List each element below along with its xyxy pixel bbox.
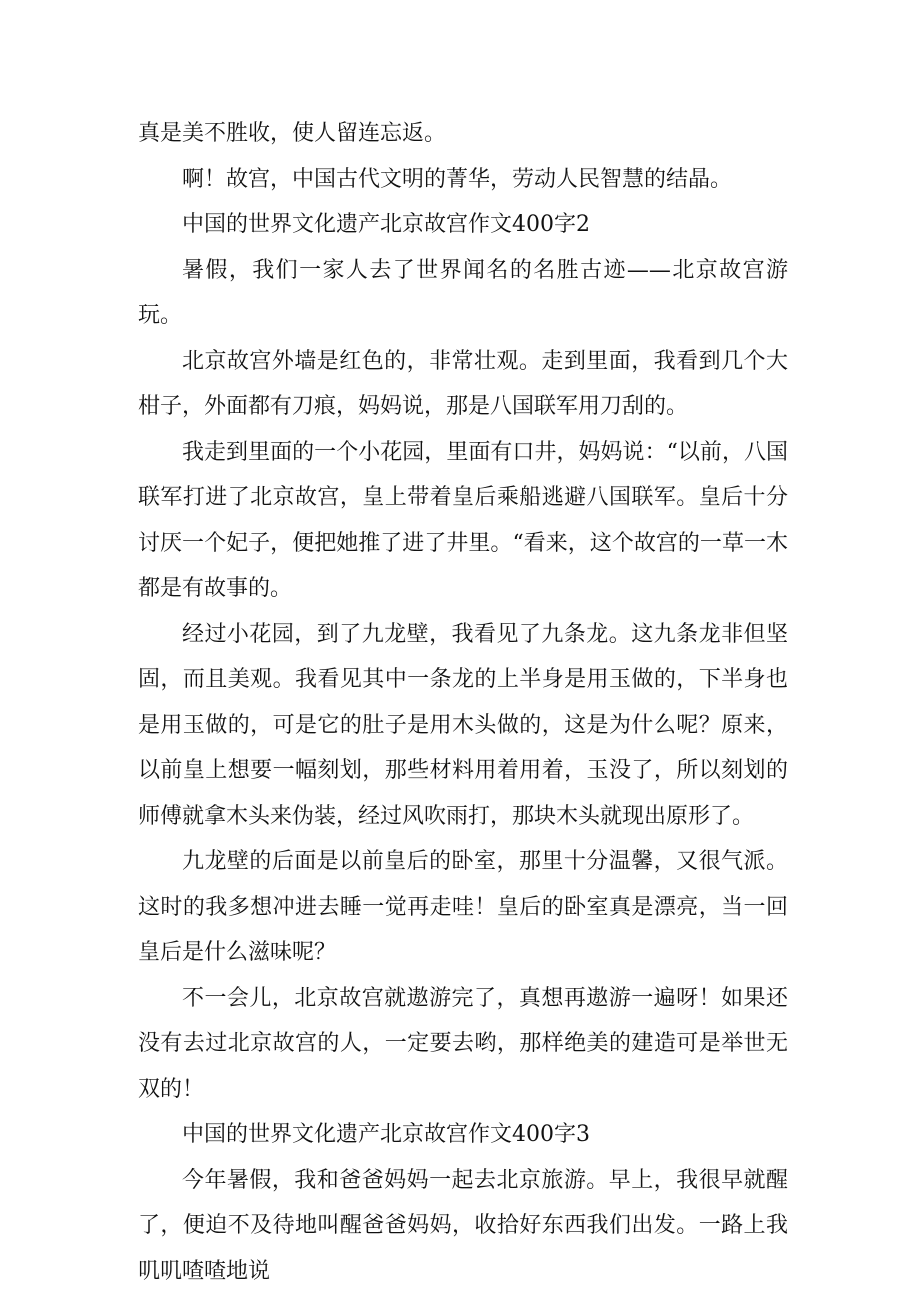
paragraph: 真是美不胜收，使人留连忘返。: [138, 121, 447, 146]
paragraph: 北京故宫外墙是红色的，非常壮观。走到里面，我看到几个大柑子，外面都有刀痕，妈妈说，那是八国联军用刀刮的。: [138, 348, 788, 419]
paragraph: 暑假，我们一家人去了世界闻名的名胜古迹——北京故宫游玩。: [138, 257, 788, 328]
document-body: [138, 111, 788, 1294]
section-heading: 中国的世界文化遗产北京故宫作文400字3: [182, 1122, 590, 1147]
paragraph: 今年暑假，我和爸爸妈妈一起去北京旅游。早上，我很早就醒了，便迫不及待地叫醒爸爸妈妈，收拾好东西我们出发。一路上我叽叽喳喳地说: [138, 1167, 788, 1284]
section-heading: 中国的世界文化遗产北京故宫作文400字2: [182, 212, 590, 237]
paragraph: 经过小花园，到了九龙壁，我看见了九条龙。这九条龙非但坚固，而且美观。我看见其中一条龙的上半身是用玉做的，下半身也是用玉做的，可是它的肚子是用木头做的，这是为什么呢？原来，以前皇上想要一幅刻划，那些材料用着用着，玉没了，所以刻划的师傅就拿木头来伪装，经过风吹雨打，那块木头就现出原形了。: [138, 621, 788, 829]
paragraph: 啊！故宫，中国古代文明的菁华，劳动人民智慧的结晶。: [182, 166, 733, 192]
paragraph: 九龙壁的后面是以前皇后的卧室，那里十分温馨，又很气派。这时的我多想冲进去睡一觉再走哇！皇后的卧室真是漂亮，当一回皇后是什么滋味呢？: [138, 849, 788, 965]
paragraph: 我走到里面的一个小花园，里面有口井，妈妈说：“以前，八国联军打进了北京故宫，皇上带着皇后乘船逃避八国联军。皇后十分讨厌一个妃子，便把她推了进了井里。“看来，这个故宫的一草一木都是有故事的。: [138, 439, 788, 601]
paragraph: 不一会儿，北京故宫就遨游完了，真想再遨游一遍呀！如果还没有去过北京故宫的人，一定要去哟，那样绝美的建造可是举世无双的！: [138, 985, 788, 1102]
